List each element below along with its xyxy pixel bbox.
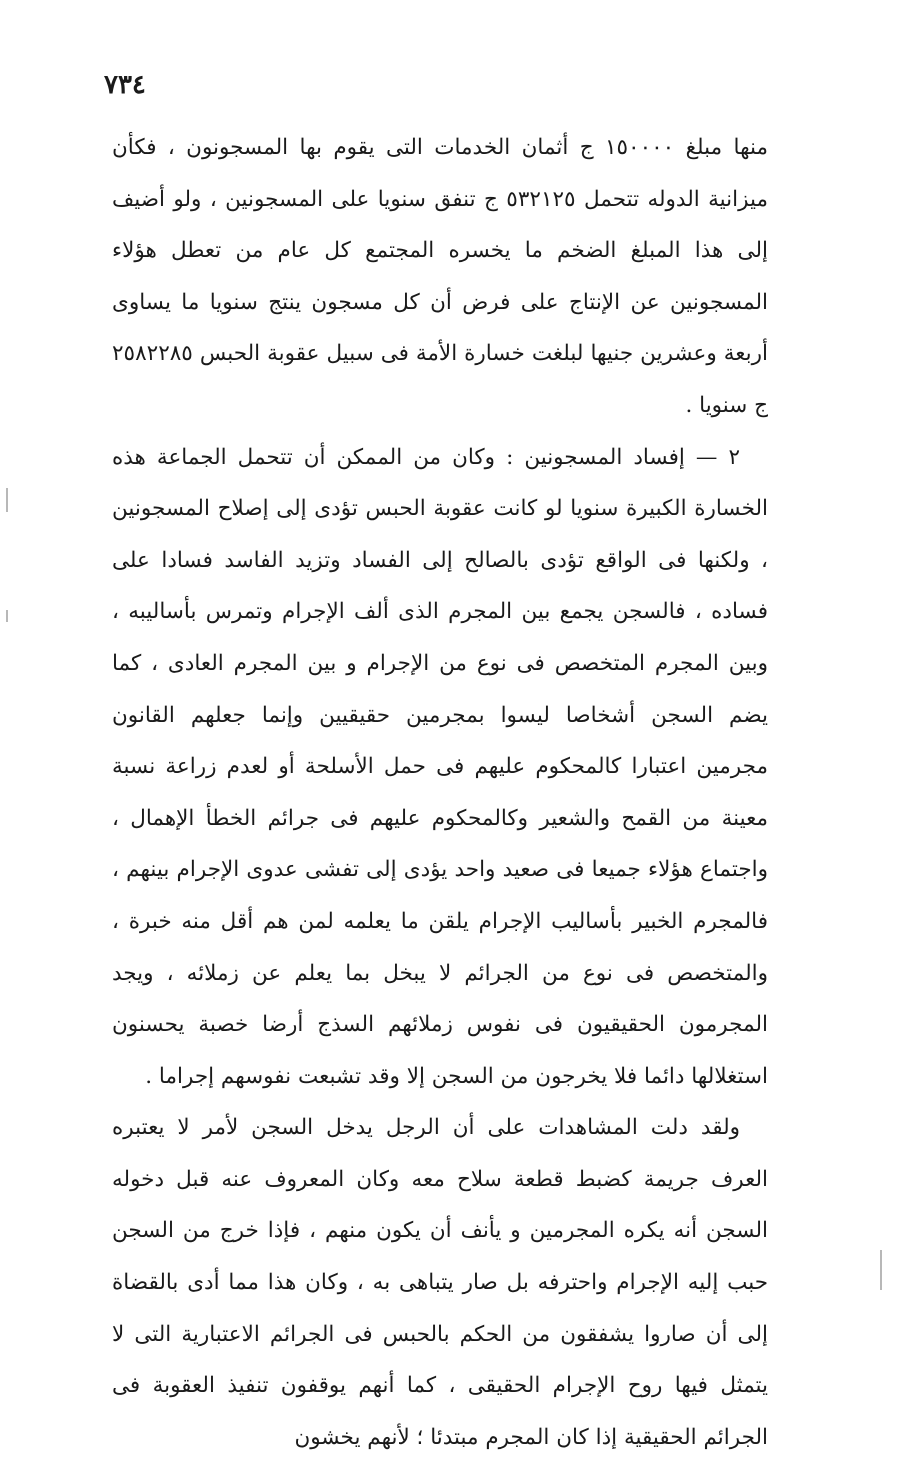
body-text [112,122,768,1463]
paragraph-cost-of-prisons: منها مبلغ ١٥٠٠٠٠ ج أثمان الخدمات التى يقوم بها المسجونون ، فكأن ميزانية الدوله تتحمل ٥٣٢١٢٥ ج تنفق سنويا على المسجونين ، ولو أضيف إلى هذا المبلغ الضخم ما يخسره المجتمع كل عام من تعطل هؤلاء المسجونين عن الإنتاج على فرض أن كل مسجون ينتج سنويا ما يساوى أربعة وعشرين جنيها لبلغت خسارة الأمة فى سبيل عقوبة الحبس ٢٥٨٢٢٨٥ ج سنويا . [112,135,768,418]
scan-margin-mark [880,1250,882,1290]
paragraph-observations: ولقد دلت المشاهدات على أن الرجل يدخل السجن لأمر لا يعتبره العرف جريمة كضبط قطعة سلاح معه وكان المعروف عنه قبل دخوله السجن أنه يكره المجرمين و يأنف أن يكون منهم ، فإذا خرج من السجن حبب إليه الإجرام واحترفه بل صار يتباهى به ، وكان هذا مما أدى بالقضاة إلى أن صاروا يشفقون من الحكم بالحبس فى الجرائم الاعتبارية التى لا يتمثل فيها روح الإجرام الحقيقى ، كما أنهم يوقفون تنفيذ العقوبة فى الجرائم الحقيقية إذا كان المجرم مبتدئا ؛ لأنهم يخشون [112,1115,768,1450]
paragraph-corruption-of-prisoners: ٢ — إفساد المسجونين : وكان من الممكن أن تتحمل الجماعة هذه الخسارة الكبيرة سنويا لو كانت عقوبة الحبس تؤدى إلى إصلاح المسجونين ، ولكنها فى الواقع تؤدى بالصالح إلى الفساد وتزيد الفاسد فسادا على فساده ، فالسجن يجمع بين المجرم الذى ألف الإجرام وتمرس بأساليبه ، وبين المجرم المتخصص فى نوع من الإجرام و بين المجرم العادى ، كما يضم السجن أشخاصا ليسوا بمجرمين حقيقيين وإنما جعلهم القانون مجرمين اعتبارا كالمحكوم عليهم فى حمل الأسلحة أو لعدم زراعة نسبة معينة من القمح والشعير وكالمحكوم عليهم فى جرائم الخطأ الإهمال ، واجتماع هؤلاء جميعا فى صعيد واحد يؤدى إلى تفشى عدوى الإجرام بينهم ، فالمجرم الخبير بأساليب الإجرام يلقن ما يعلمه لمن هم أقل منه خبرة ، والمتخصص فى نوع من الجرائم لا يبخل بما يعلم عن زملائه ، ويجد المجرمون الحقيقيون فى نفوس زملائهم السذج أرضا خصبة يحسنون استغلالها دائما فلا يخرجون من السجن إلا وقد تشبعت نفوسهم إجراما . [112,444,768,1089]
page-number: ٧٣٤ [104,70,146,100]
scan-margin-mark [6,610,8,622]
scan-margin-mark [6,488,8,512]
